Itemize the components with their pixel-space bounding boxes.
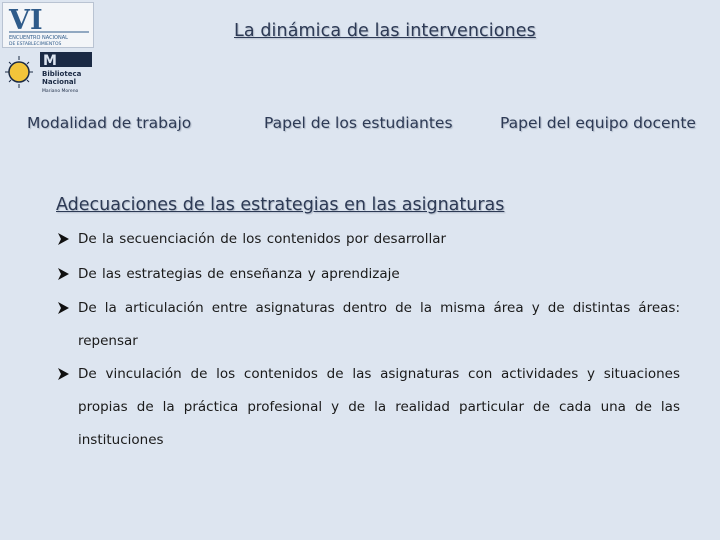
- arrow-bullet-icon: [56, 367, 70, 381]
- svg-text:Mariano Moreno: Mariano Moreno: [42, 89, 79, 94]
- svg-text:VI: VI: [9, 5, 43, 36]
- slide-title: La dinámica de las intervenciones: [234, 21, 536, 41]
- bullet-text: De la secuenciación de los contenidos por desarrollar: [78, 231, 447, 247]
- subheading-estudiantes: Papel de los estudiantes: [264, 114, 453, 132]
- svg-text:Nacional: Nacional: [42, 78, 77, 86]
- bullet-text: De la articulación entre asignaturas dentro de la misma área y de distintas áreas: repensar: [78, 300, 680, 349]
- svg-text:Biblioteca: Biblioteca: [42, 70, 82, 78]
- encuentro-nacional-logo: [2, 2, 94, 48]
- vi-logo-icon: [3, 3, 94, 48]
- bullet-item: [56, 358, 680, 457]
- bullet-item: [56, 292, 680, 358]
- bullet-list: [56, 229, 680, 469]
- svg-text:DE ESTABLECIMIENTOS: DE ESTABLECIMIENTOS: [9, 42, 62, 47]
- arrow-bullet-icon: [56, 267, 70, 281]
- bullet-text: De vinculación de los contenidos de las asignaturas con actividades y situaciones propias de la práctica profesional y de la realidad particular de cada una de las instituciones: [78, 366, 680, 448]
- section-heading: Adecuaciones de las estrategias en las asignaturas: [56, 195, 505, 215]
- svg-text:ENCUENTRO NACIONAL: ENCUENTRO NACIONAL: [9, 35, 68, 41]
- subheading-docente: Papel del equipo docente: [500, 114, 696, 132]
- arrow-bullet-icon: [56, 301, 70, 315]
- svg-text:M: M: [43, 53, 58, 69]
- biblioteca-logo-icon: [2, 50, 94, 96]
- subheading-modalidad: Modalidad de trabajo: [27, 114, 192, 132]
- bullet-item: [56, 264, 680, 285]
- biblioteca-nacional-logo: [2, 50, 94, 96]
- bullet-text: De las estrategias de enseñanza y aprendizaje: [78, 266, 400, 282]
- bullet-item: [56, 229, 680, 250]
- arrow-bullet-icon: [56, 232, 70, 246]
